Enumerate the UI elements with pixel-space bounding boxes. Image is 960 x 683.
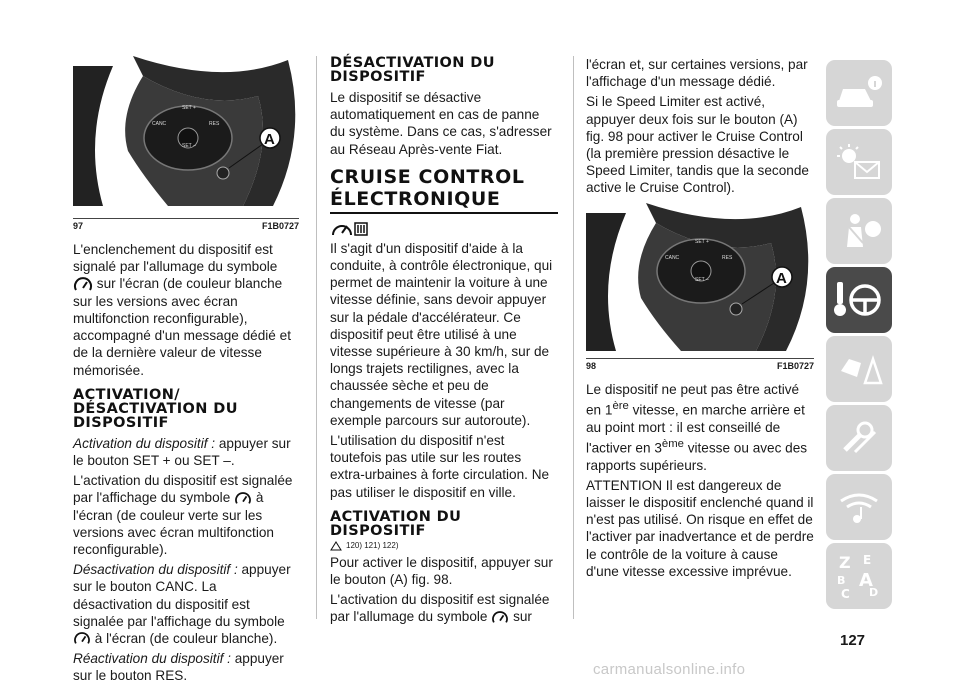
deactivation-paragraph: Désactivation du dispositif : appuyer sur le bouton CANC. La désactivation du dispositif est signalée par l'affichage du symbole à l'écran (de couleur blanche). (73, 562, 291, 647)
intro-paragraph: L'enclenchement du dispositif est signalé par l'allumage du symbole sur l'écran (de couleur blanche sur les versions avec écran multifonction reconfigurable), accompagné d'un message dédié et de la dernière valeur de vitesse mémorisée. (73, 242, 291, 378)
cruise-control-icon (73, 277, 93, 293)
seatbelt-airbag-icon (835, 211, 883, 251)
maintenance-wrench-icon (835, 418, 883, 458)
svg-text:A: A (264, 131, 275, 148)
tab-driving[interactable] (826, 267, 892, 333)
section-heading-activation-device: ACTIVATION DU DISPOSITIF (330, 508, 462, 539)
svg-text:D: D (869, 586, 879, 599)
continuation-paragraph: l'écran et, sur certaines versions, par l'affichage d'un message dédié. (586, 57, 808, 90)
svg-text:B: B (837, 574, 846, 587)
steering-wheel-illustration (73, 56, 299, 213)
column-right (586, 56, 814, 583)
gear-paragraph: Le dispositif ne peut pas être activé en 1ère vitesse, en marche arrière et au point mort : il est conseillé de l'activer en 3ème vitesse ou avec des rapports supérieurs. (586, 381, 808, 473)
warning-lights-icon (835, 142, 883, 182)
activation-signal-paragraph: L'activation du dispositif est signalée par l'allumage du symbole sur (330, 592, 550, 625)
svg-text:RES: RES (209, 121, 220, 127)
multimedia-note-icon (835, 487, 883, 527)
attention-paragraph: ATTENTION Il est dangereux de laisser le dispositif enclenché quand il n'est pas utilisé. On risque en effet de l'activer par inadvertance et de perdre le contrôle de la voiture à cause d'une vitesse excessive imprévue. (586, 477, 814, 579)
svg-text:SET +: SET + (695, 238, 709, 245)
svg-text:SET –: SET – (182, 143, 196, 149)
figure-98 (586, 203, 814, 371)
tab-warning-lights[interactable] (826, 129, 892, 195)
svg-text:E: E (863, 553, 872, 567)
figure-number: 97 (73, 221, 84, 231)
steering-wheel-key-icon (833, 278, 885, 322)
figure-caption (73, 218, 299, 231)
usage-paragraph: L'utilisation du dispositif n'est toutefois pas utile sur les routes extra-urbaines à forte circulation. Ne pas utiliser le dispositif en ville. (330, 433, 550, 500)
section-heading-activation: ACTIVATION/ DÉSACTIVATION DU DISPOSITIF (73, 386, 238, 431)
chapter-tabs (826, 60, 892, 612)
reactivation-paragraph: Réactivation du dispositif : appuyer sur le bouton RES. (73, 651, 284, 683)
crash-emergency-icon (835, 349, 883, 389)
signal-paragraph: L'activation du dispositif est signalée par l'affichage du symbole à l'écran (de couleur verte sur les versions avec écran multifonction reconfigurable). (73, 473, 293, 558)
steering-wheel-illustration (586, 203, 814, 353)
section-heading-deactivation: DÉSACTIVATION DU DISPOSITIF (330, 55, 495, 85)
figure-caption (586, 358, 814, 371)
svg-text:SET +: SET + (182, 105, 196, 111)
cruise-control-icon (234, 492, 252, 506)
warning-triangle-icon (330, 541, 342, 551)
cruise-control-icon (491, 611, 509, 625)
watermark: carmanualsonline.info (593, 661, 746, 678)
tab-maintenance[interactable] (826, 405, 892, 471)
figure-97 (73, 56, 299, 231)
svg-text:A: A (859, 570, 873, 591)
svg-text:RES: RES (722, 254, 733, 261)
tab-car-info[interactable] (826, 60, 892, 126)
column-divider (316, 56, 317, 619)
svg-text:C: C (841, 587, 850, 601)
warning-references: 120) 121) 122) (330, 541, 558, 551)
tab-index[interactable] (826, 543, 892, 609)
activation-instruction-paragraph: Pour activer le dispositif, appuyer sur le bouton (A) fig. 98. (330, 554, 553, 588)
svg-text:CANC: CANC (152, 121, 167, 127)
svg-text:Z: Z (839, 553, 851, 572)
column-left (73, 56, 299, 683)
svg-text:A: A (776, 269, 787, 287)
figure-number: 98 (586, 360, 597, 371)
tab-emergency[interactable] (826, 336, 892, 402)
car-info-icon (835, 73, 883, 113)
tab-safety[interactable] (826, 198, 892, 264)
page-number: 127 (840, 632, 866, 649)
column-middle (330, 56, 558, 629)
column-divider (573, 56, 574, 619)
cruise-control-symbol-icon (330, 220, 370, 238)
figure-code: F1B0727 (776, 360, 814, 371)
tab-multimedia[interactable] (826, 474, 892, 540)
description-paragraph: Il s'agit d'un dispositif d'aide à la conduite, à contrôle électronique, qui permet de maintenir la voiture à une vitesse définie, sans devoir appuyer sur la pédale d'accélérateur. Ce dispositif peut être utilisé à une vitesse supérieure à 30 km/h, sur de longs trajets rectilignes, avec la chaussée sèche et peu de changements de vitesse (par exemple parcours sur autoroute). (330, 240, 553, 428)
activation-paragraph: Activation du dispositif : appuyer sur le bouton SET + ou SET –. (73, 435, 291, 469)
deactivation-auto-paragraph: Le dispositif se désactive automatiquement en cas de panne du système. Dans ce cas, s'adresser au Réseau Après-vente Fiat. (330, 90, 552, 157)
alphabet-index-icon (833, 550, 885, 602)
chapter-heading: CRUISE CONTROL ÉLECTRONIQUE (330, 165, 525, 210)
speed-limiter-paragraph: Si le Speed Limiter est activé, appuyer deux fois sur le bouton (A) fig. 98 pour activer le Cruise Control (la première pression désactive le Speed Limiter, tandis que la seconde active le Cruise Control). (586, 94, 809, 196)
svg-text:CANC: CANC (665, 254, 680, 261)
svg-text:SET –: SET – (695, 276, 709, 283)
heading-rule (330, 212, 558, 214)
cruise-control-icon (73, 632, 91, 646)
figure-code: F1B0727 (261, 221, 299, 231)
